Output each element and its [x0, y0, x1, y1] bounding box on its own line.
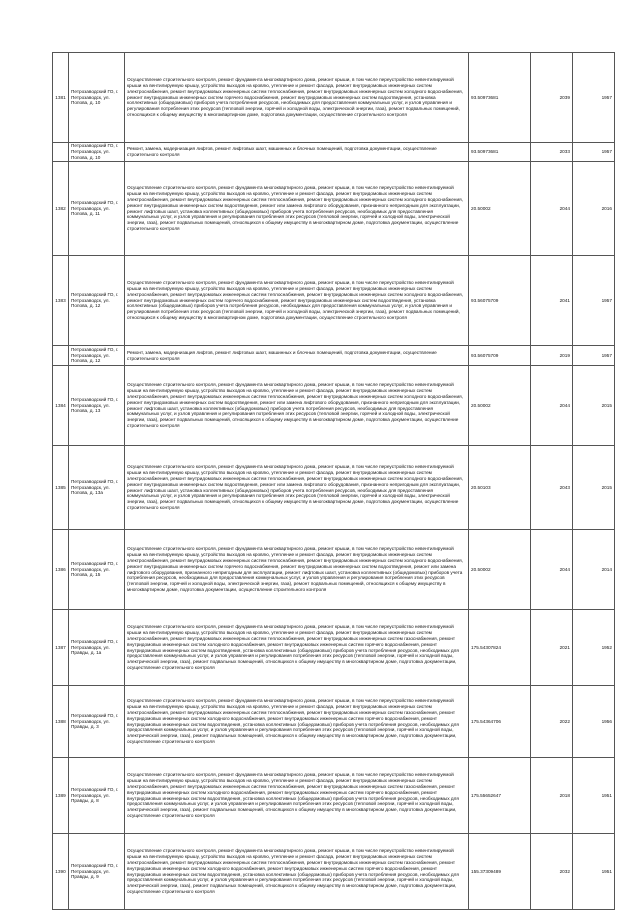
- table-row: [53, 346, 615, 366]
- row-number: 1390: [53, 834, 69, 910]
- planned-year-cell: 2032: [531, 834, 573, 910]
- table-row: [53, 256, 615, 346]
- cost-cell: 93.50973681: [469, 143, 531, 162]
- address-cell: Петрозаводский ГО, г. Петрозаводск, ул. Попова, д. 11: [69, 162, 125, 256]
- built-year-cell: 2014: [573, 530, 615, 610]
- address-cell: Петрозаводский ГО, г. Петрозаводск, ул. Попова, д. 15: [69, 530, 125, 610]
- built-year-cell: 1957: [573, 346, 615, 366]
- planned-year-cell: 2033: [531, 143, 573, 162]
- table-row: [53, 366, 615, 446]
- table-row: [53, 610, 615, 686]
- planned-year-cell: 2043: [531, 446, 573, 530]
- address-cell: Петрозаводский ГО, г. Петрозаводск, ул. Правды, д. 1а: [69, 610, 125, 686]
- address-cell: Петрозаводский ГО, г. Петрозаводск, ул. Правды, д. 9: [69, 834, 125, 910]
- table-body: [53, 53, 615, 910]
- built-year-cell: 1952: [573, 610, 615, 686]
- planned-year-cell: 2044: [531, 530, 573, 610]
- cost-cell: 20.50002: [469, 162, 531, 256]
- row-number: 1381: [53, 53, 69, 143]
- address-cell: Петрозаводский ГО, г. Петрозаводск, ул. Правды, д. 3: [69, 686, 125, 758]
- built-year-cell: 1956: [573, 686, 615, 758]
- address-cell: Петрозаводский ГО, г. Петрозаводск, ул. Попова, д. 10: [69, 53, 125, 143]
- works-cell: Осуществление строительного контроля, ремонт фундамента многоквартирного дома, ремонт крыши, в том числе переустройство невентилируемой крыши на вентилируемую крышу, устройство выходов на кровлю, утепление и ремонт фасада, ремонт внутридомовых инженерных систем электроснабжения, ремонт внутридомовых инженерных систем теплоснабжения, ремонт внутридомовых инженерных систем холодного водоснабжения, ремонт внутридомовых инженерных систем горячего водоснабжения, ремонт внутридомовых инженерных систем водоотведения, установка коллективных (общедомовых) приборов учета потребления ресурсов, необходимых для предоставления коммунальных услуг, и узлов управления и регулирования потребления этих ресурсов (тепловой энергии, горячей и холодной воды, электрической энергии, газа), ремонт подвальных помещений, относящихся к общему имуществу в многоквартирном доме, подготовка документации, осуществление строительного контроля: [125, 53, 469, 143]
- works-cell: Осуществление строительного контроля, ремонт фундамента многоквартирного дома, ремонт крыши, в том числе переустройство невентилируемой крыши на вентилируемую крышу, устройство выходов на кровлю, утепление и ремонт фасада, ремонт внутридомовых инженерных систем электроснабжения, ремонт внутридомовых инженерных систем теплоснабжения, ремонт внутридомовых инженерных систем холодного водоснабжения, ремонт внутридомовых инженерных систем водоотведения, ремонт или замена лифтового оборудования, признанного непригодным для эксплуатации, ремонт лифтовых шахт, установка коллективных (общедомовых) приборов учета потребления ресурсов, необходимых для предоставления коммунальных услуг, и узлов управления и регулирования потребления этих ресурсов (тепловой энергии, горячей и холодной воды, электрической энергии, газа), ремонт подвальных помещений, относящихся к общему имуществу в многоквартирном доме, подготовка документации, осуществление строительного контроля: [125, 366, 469, 446]
- table-row: [53, 834, 615, 910]
- row-number: [53, 346, 69, 366]
- works-cell: Ремонт, замена, модернизация лифтов, ремонт лифтовых шахт, машинных и блочных помещений, подготовка документации, осуществление строительного контроля: [125, 143, 469, 162]
- built-year-cell: 1951: [573, 834, 615, 910]
- works-cell: Осуществление строительного контроля, ремонт фундамента многоквартирного дома, ремонт крыши, в том числе переустройство невентилируемой крыши на вентилируемую крышу, устройство выходов на кровлю, утепление и ремонт фасада, ремонт внутридомовых инженерных систем электроснабжения, ремонт внутридомовых инженерных систем теплоснабжения, ремонт внутридомовых инженерных систем холодного водоснабжения, ремонт внутридомовых инженерных систем горячего водоснабжения, ремонт внутридомовых инженерных систем водоотведения, ремонт или замена лифтового оборудования, признанного непригодным для эксплуатации, ремонт лифтовых шахт, установка коллективных (общедомовых) приборов учета потребления ресурсов, необходимых для предоставления коммунальных услуг, и узлов управления и регулирования потребления этих ресурсов (тепловой энергии, горячей и холодной воды, электрической энергии, газа), ремонт подвальных помещений, относящихся к общему имуществу в многоквартирном доме, подготовка документации, осуществление строительного контроля: [125, 530, 469, 610]
- works-cell: Осуществление строительного контроля, ремонт фундамента многоквартирного дома, ремонт крыши, в том числе переустройство невентилируемой крыши на вентилируемую крышу, устройство выходов на кровлю, утепление и ремонт фасада, ремонт внутридомовых инженерных систем электроснабжения, ремонт внутридомовых инженерных систем теплоснабжения, ремонт внутридомовых инженерных систем газоснабжения, ремонт внутридомовых инженерных систем холодного водоснабжения, ремонт внутридомовых инженерных систем горячего водоснабжения, ремонт внутридомовых инженерных систем водоотведения, установка коллективных (общедомовых) приборов учета потребления ресурсов, необходимых для предоставления коммунальных услуг, и узлов управления и регулирования потребления этих ресурсов (тепловой энергии, горячей и холодной воды, электрической энергии, газа), ремонт подвальных помещений, относящихся к общему имуществу в многоквартирном доме, подготовка документации, осуществление строительного контроля: [125, 758, 469, 834]
- built-year-cell: 2015: [573, 366, 615, 446]
- cost-cell: 155.37309489: [469, 834, 531, 910]
- row-number: 1387: [53, 610, 69, 686]
- built-year-cell: 1957: [573, 143, 615, 162]
- row-number: 1383: [53, 256, 69, 346]
- cost-cell: 93.56075709: [469, 346, 531, 366]
- cost-cell: 20.50002: [469, 366, 531, 446]
- works-cell: Осуществление строительного контроля, ремонт фундамента многоквартирного дома, ремонт крыши, в том числе переустройство невентилируемой крыши на вентилируемую крышу, устройство выходов на кровлю, утепление и ремонт фасада, ремонт внутридомовых инженерных систем электроснабжения, ремонт внутридомовых инженерных систем теплоснабжения, ремонт внутридомовых инженерных систем газоснабжения, ремонт внутридомовых инженерных систем холодного водоснабжения, ремонт внутридомовых инженерных систем горячего водоснабжения, ремонт внутридомовых инженерных систем водоотведения, установка коллективных (общедомовых) приборов учета потребления ресурсов, необходимых для предоставления коммунальных услуг, и узлов управления и регулирования потребления этих ресурсов (тепловой энергии, горячей и холодной воды, электрической энергии, газа), ремонт подвальных помещений, относящихся к общему имуществу в многоквартирном доме, подготовка документации, осуществление строительного контроля: [125, 686, 469, 758]
- table-row: [53, 758, 615, 834]
- works-cell: Осуществление строительного контроля, ремонт фундамента многоквартирного дома, ремонт крыши, в том числе переустройство невентилируемой крыши на вентилируемую крышу, устройство выходов на кровлю, утепление и ремонт фасада, ремонт внутридомовых инженерных систем электроснабжения, ремонт внутридомовых инженерных систем теплоснабжения, ремонт внутридомовых инженерных систем холодного водоснабжения, ремонт внутридомовых инженерных систем водоотведения, ремонт или замена лифтового оборудования, признанного непригодным для эксплуатации, ремонт лифтовых шахт, установка коллективных (общедомовых) приборов учета потребления ресурсов, необходимых для предоставления коммунальных услуг, и узлов управления и регулирования потребления этих ресурсов (тепловой энергии, горячей и холодной воды, электрической энергии, газа), ремонт подвальных помещений, относящихся к общему имуществу в многоквартирном доме, подготовка документации, осуществление строительного контроля: [125, 446, 469, 530]
- built-year-cell: 1951: [573, 758, 615, 834]
- built-year-cell: 1957: [573, 256, 615, 346]
- address-cell: Петрозаводский ГО, г. Петрозаводск, ул. Попова, д. 13: [69, 366, 125, 446]
- row-number: 1382: [53, 162, 69, 256]
- built-year-cell: 1957: [573, 53, 615, 143]
- table-row: [53, 143, 615, 162]
- address-cell: Петрозаводский ГО, г. Петрозаводск, ул. Правды, д. 8: [69, 758, 125, 834]
- works-cell: Осуществление строительного контроля, ремонт фундамента многоквартирного дома, ремонт крыши, в том числе переустройство невентилируемой крыши на вентилируемую крышу, устройство выходов на кровлю, утепление и ремонт фасада, ремонт внутридомовых инженерных систем электроснабжения, ремонт внутридомовых инженерных систем теплоснабжения, ремонт внутридомовых инженерных систем газоснабжения, ремонт внутридомовых инженерных систем холодного водоснабжения, ремонт внутридомовых инженерных систем горячего водоснабжения, ремонт внутридомовых инженерных систем водоотведения, установка коллективных (общедомовых) приборов учета потребления ресурсов, необходимых для предоставления коммунальных услуг, и узлов управления и регулирования потребления этих ресурсов (тепловой энергии, горячей и холодной воды, электрической энергии, газа), ремонт подвальных помещений, относящихся к общему имуществу в многоквартирном доме, подготовка документации, осуществление строительного контроля: [125, 834, 469, 910]
- row-number: 1385: [53, 446, 69, 530]
- cost-cell: 175.55652647: [469, 758, 531, 834]
- table-row: [53, 530, 615, 610]
- planned-year-cell: 2044: [531, 366, 573, 446]
- row-number: 1384: [53, 366, 69, 446]
- table-row: [53, 162, 615, 256]
- built-year-cell: 2016: [573, 162, 615, 256]
- built-year-cell: 2015: [573, 446, 615, 530]
- cost-cell: 20.50103: [469, 446, 531, 530]
- table-row: [53, 53, 615, 143]
- planned-year-cell: 2019: [531, 346, 573, 366]
- cost-cell: 93.50973681: [469, 53, 531, 143]
- cost-cell: 175.54364706: [469, 686, 531, 758]
- address-cell: Петрозаводский ГО, г. Петрозаводск, ул. Попова, д. 10: [69, 143, 125, 162]
- address-cell: Петрозаводский ГО, г. Петрозаводск, ул. Попова, д. 12: [69, 256, 125, 346]
- works-cell: Осуществление строительного контроля, ремонт фундамента многоквартирного дома, ремонт крыши, в том числе переустройство невентилируемой крыши на вентилируемую крышу, устройство выходов на кровлю, утепление и ремонт фасада, ремонт внутридомовых инженерных систем электроснабжения, ремонт внутридомовых инженерных систем теплоснабжения, ремонт внутридомовых инженерных систем холодного водоснабжения, ремонт внутридомовых инженерных систем водоотведения, ремонт или замена лифтового оборудования, признанного непригодным для эксплуатации, ремонт лифтовых шахт, установка коллективных (общедомовых) приборов учета потребления ресурсов, необходимых для предоставления коммунальных услуг, и узлов управления и регулирования потребления этих ресурсов (тепловой энергии, горячей и холодной воды, электрической энергии, газа), ремонт подвальных помещений, относящихся к общему имуществу в многоквартирном доме, подготовка документации, осуществление строительного контроля: [125, 162, 469, 256]
- planned-year-cell: 2018: [531, 758, 573, 834]
- works-cell: Осуществление строительного контроля, ремонт фундамента многоквартирного дома, ремонт крыши, в том числе переустройство невентилируемой крыши на вентилируемую крышу, устройство выходов на кровлю, утепление и ремонт фасада, ремонт внутридомовых инженерных систем электроснабжения, ремонт внутридомовых инженерных систем теплоснабжения, ремонт внутридомовых инженерных систем газоснабжения, ремонт внутридомовых инженерных систем холодного водоснабжения, ремонт внутридомовых инженерных систем горячего водоснабжения, ремонт внутридомовых инженерных систем водоотведения, установка коллективных (общедомовых) приборов учета потребления ресурсов, необходимых для предоставления коммунальных услуг, и узлов управления и регулирования потребления этих ресурсов (тепловой энергии, горячей и холодной воды, электрической энергии, газа), ремонт подвальных помещений, относящихся к общему имуществу в многоквартирном доме, подготовка документации, осуществление строительного контроля: [125, 610, 469, 686]
- cost-cell: 175.54307824: [469, 610, 531, 686]
- cost-cell: 20.50002: [469, 530, 531, 610]
- address-cell: Петрозаводский ГО, г. Петрозаводск, ул. Попова, д. 12: [69, 346, 125, 366]
- row-number: [53, 143, 69, 162]
- row-number: 1389: [53, 758, 69, 834]
- planned-year-cell: 2022: [531, 686, 573, 758]
- works-cell: Ремонт, замена, модернизация лифтов, ремонт лифтовых шахт, машинных и блочных помещений, подготовка документации, осуществление строительного контроля: [125, 346, 469, 366]
- cost-cell: 93.56075709: [469, 256, 531, 346]
- capital-repair-table: [52, 52, 615, 910]
- address-cell: Петрозаводский ГО, г. Петрозаводск, ул. Попова, д. 13а: [69, 446, 125, 530]
- works-cell: Осуществление строительного контроля, ремонт фундамента многоквартирного дома, ремонт крыши, в том числе переустройство невентилируемой крыши на вентилируемую крышу, устройство выходов на кровлю, утепление и ремонт фасада, ремонт внутридомовых инженерных систем электроснабжения, ремонт внутридомовых инженерных систем теплоснабжения, ремонт внутридомовых инженерных систем холодного водоснабжения, ремонт внутридомовых инженерных систем горячего водоснабжения, ремонт внутридомовых инженерных систем водоотведения, установка коллективных (общедомовых) приборов учета потребления ресурсов, необходимых для предоставления коммунальных услуг, и узлов управления и регулирования потребления этих ресурсов (тепловой энергии, горячей и холодной воды, электрической энергии, газа), ремонт подвальных помещений, относящихся к общему имуществу в многоквартирном доме, подготовка документации, осуществление строительного контроля: [125, 256, 469, 346]
- table-row: [53, 446, 615, 530]
- row-number: 1388: [53, 686, 69, 758]
- planned-year-cell: 2021: [531, 610, 573, 686]
- planned-year-cell: 2041: [531, 256, 573, 346]
- planned-year-cell: 2039: [531, 53, 573, 143]
- row-number: 1386: [53, 530, 69, 610]
- planned-year-cell: 2044: [531, 162, 573, 256]
- table-row: [53, 686, 615, 758]
